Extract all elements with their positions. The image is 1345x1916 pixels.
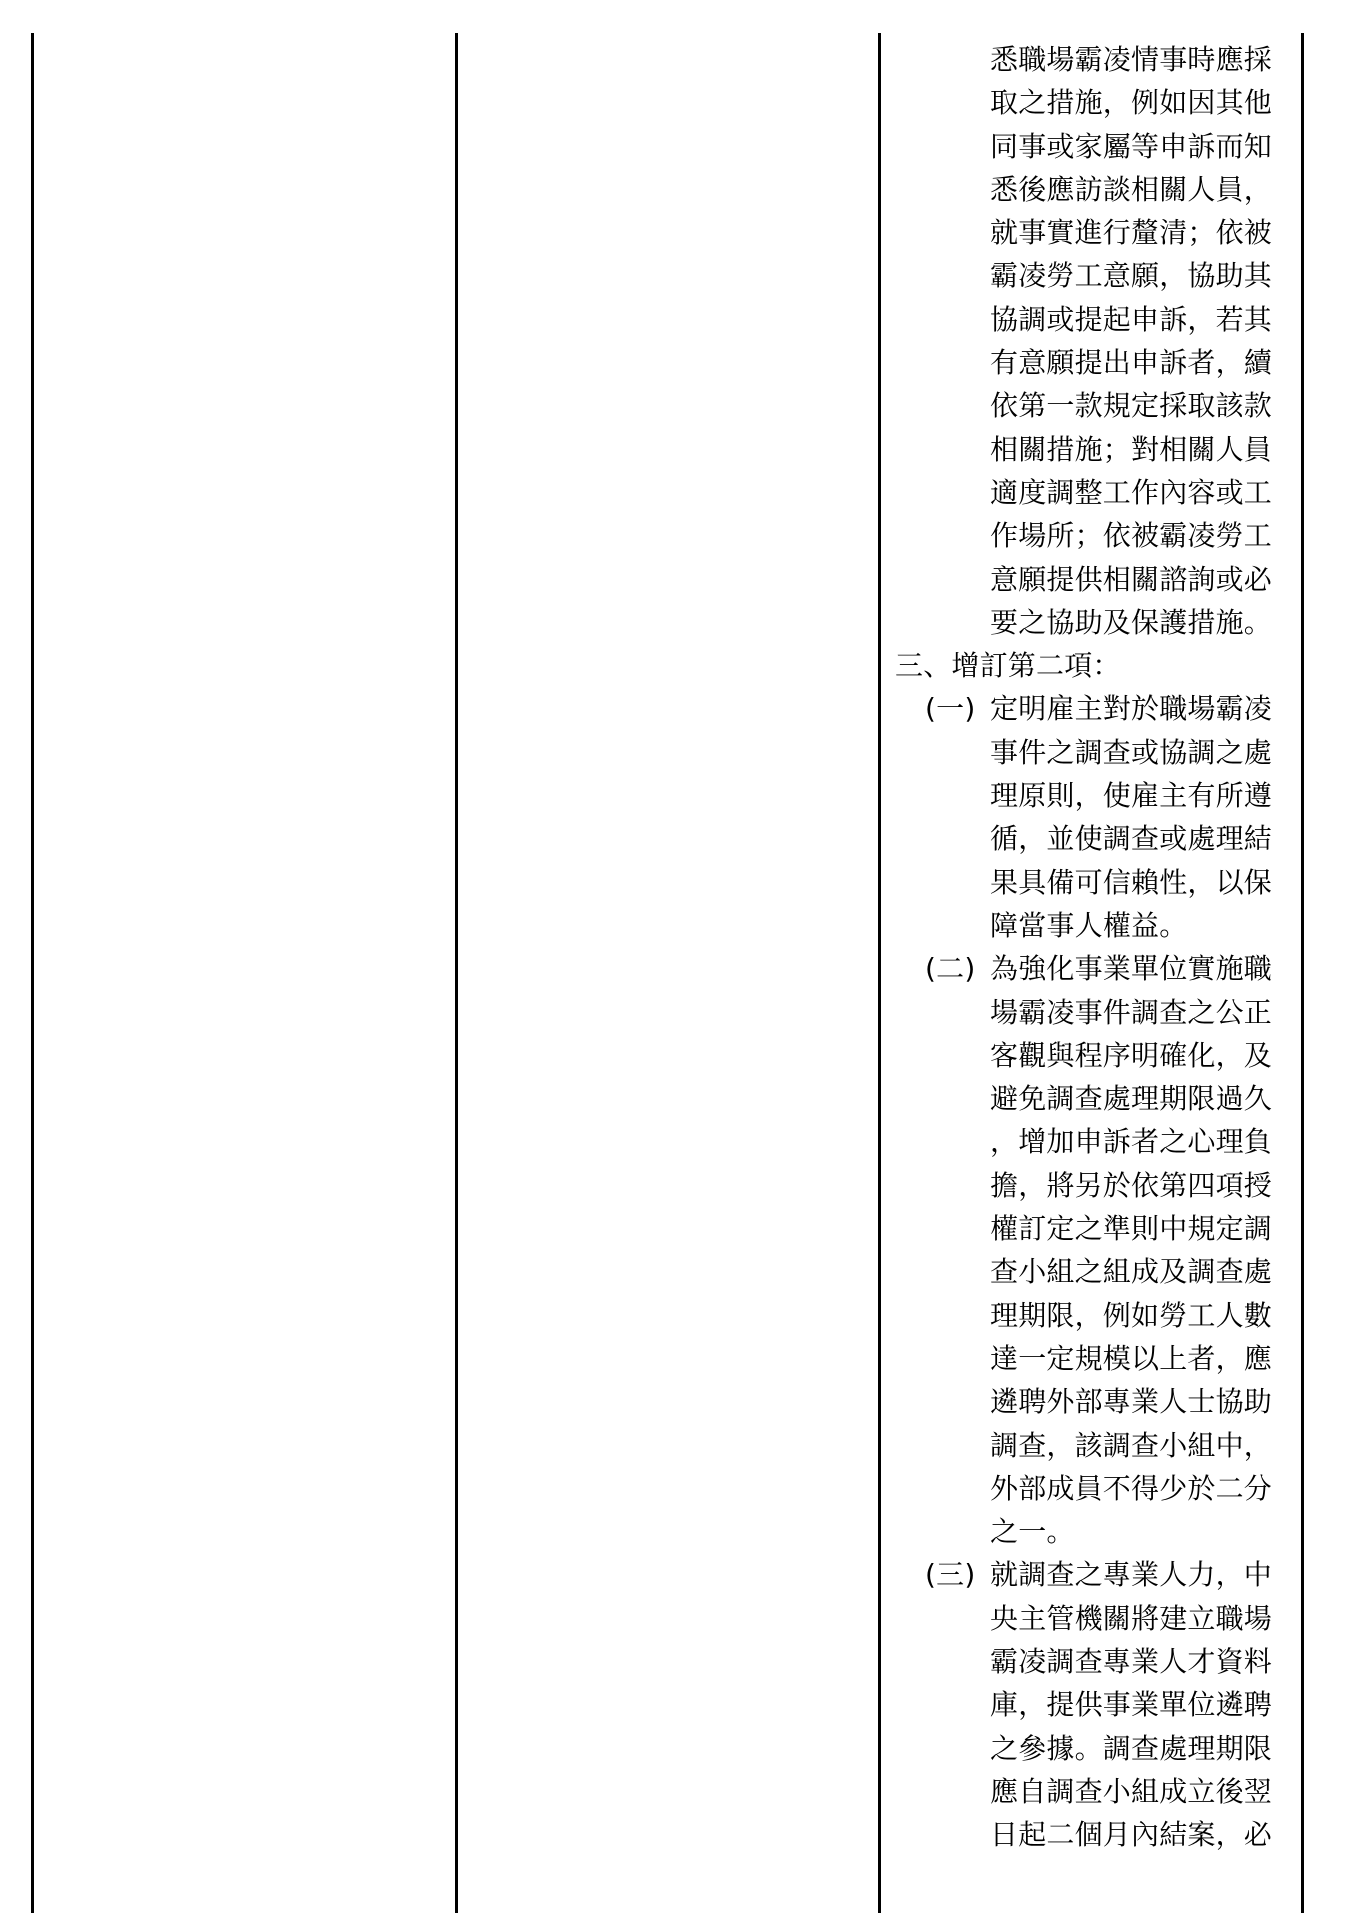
text-line: 權訂定之準則中規定調 — [990, 1212, 1273, 1246]
text-line: 意願提供相關諮詢或必 — [990, 562, 1273, 596]
text-line: 依第一款規定採取該款 — [990, 389, 1273, 423]
text-line: 避免調查處理期限過久 — [990, 1082, 1273, 1116]
text-line: 擔，將另於依第四項授 — [990, 1168, 1273, 1202]
list-marker: (三) — [925, 1558, 976, 1592]
text-line: 要之協助及保護措施。 — [990, 605, 1273, 639]
text-line: 作場所；依被霸凌勞工 — [990, 519, 1273, 553]
text-line: 理原則，使雇主有所遵 — [990, 779, 1273, 813]
text-line: 達一定規模以上者，應 — [990, 1341, 1273, 1375]
list-marker: (一) — [925, 692, 976, 726]
text-line: 取之措施，例如因其他 — [990, 86, 1273, 120]
table-divider-1 — [455, 33, 458, 1913]
list-item-first-line — [895, 947, 1295, 990]
text-line: 央主管機關將建立職場 — [990, 1601, 1273, 1635]
text-line: 查小組之組成及調查處 — [990, 1255, 1273, 1289]
text-line: 障當事人權益。 — [990, 908, 1188, 942]
list-item-first-line — [895, 687, 1295, 730]
text-line: 果具備可信賴性，以保 — [990, 865, 1273, 899]
section-heading: 三、增訂第二項： — [895, 649, 1121, 683]
text-line: 理期限，例如勞工人數 — [990, 1298, 1273, 1332]
text-line: 客觀與程序明確化，及 — [990, 1038, 1273, 1072]
text-line: 霸凌勞工意願，協助其 — [990, 259, 1273, 293]
text-line: 之一。 — [990, 1515, 1075, 1549]
explanation-column — [895, 38, 1295, 1856]
text-line: 悉後應訪談相關人員， — [990, 172, 1273, 206]
text-line: 調查，該調查小組中， — [990, 1428, 1273, 1462]
text-line: 場霸凌事件調查之公正 — [990, 995, 1273, 1029]
list-item-first-line — [895, 1553, 1295, 1596]
text-line: 相關措施；對相關人員 — [990, 432, 1273, 466]
table-divider-2 — [878, 33, 881, 1913]
text-line: 日起二個月內結案，必 — [990, 1818, 1273, 1852]
text-line: 遴聘外部專業人士協助 — [990, 1385, 1273, 1419]
text-line: 循，並使調查或處理結 — [990, 822, 1273, 856]
text-line: 同事或家屬等申訴而知 — [990, 129, 1273, 163]
text-line: 事件之調查或協調之處 — [990, 735, 1273, 769]
text-line: 有意願提出申訴者，續 — [990, 346, 1273, 380]
table-border-right — [1301, 33, 1304, 1913]
text-line: 就事實進行釐清；依被 — [990, 216, 1273, 250]
text-line: 就調查之專業人力，中 — [990, 1558, 1273, 1592]
text-line: ，增加申訴者之心理負 — [990, 1125, 1273, 1159]
text-line: 之參據。調查處理期限 — [990, 1731, 1273, 1765]
text-line: 為強化事業單位實施職 — [990, 952, 1273, 986]
text-line: 協調或提起申訴，若其 — [990, 302, 1273, 336]
list-marker: (二) — [925, 952, 976, 986]
text-line: 外部成員不得少於二分 — [990, 1471, 1273, 1505]
text-line: 庫，提供事業單位遴聘 — [990, 1688, 1273, 1722]
text-line: 定明雇主對於職場霸凌 — [990, 692, 1273, 726]
text-line: 悉職場霸凌情事時應採 — [990, 43, 1273, 76]
text-line: 應自調查小組成立後翌 — [990, 1774, 1273, 1808]
table-border-left — [31, 33, 34, 1913]
text-line: 適度調整工作內容或工 — [990, 475, 1273, 509]
text-line: 霸凌調查專業人才資料 — [990, 1644, 1273, 1678]
